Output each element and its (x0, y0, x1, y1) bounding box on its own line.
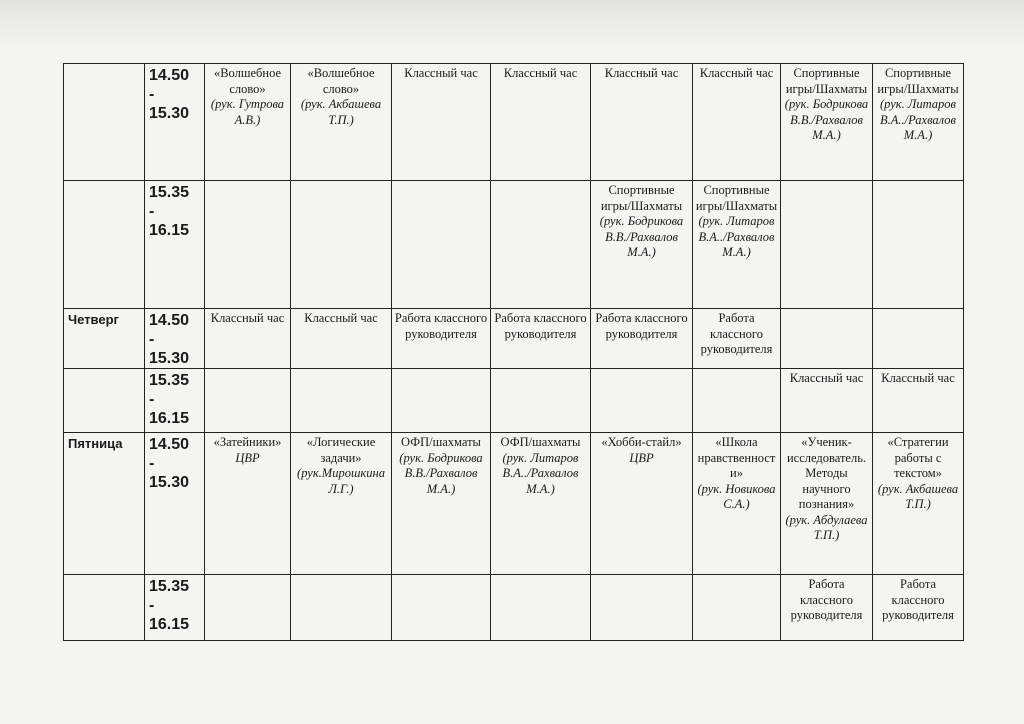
time-cell: 14.50 - 15.30 (145, 64, 205, 181)
activity-title: Спортивные игры/Шахматы (600, 183, 683, 213)
time-cell: 15.35 - 16.15 (145, 369, 205, 433)
activity-cell (591, 369, 693, 433)
activity-title: Классный час (210, 311, 285, 325)
activity-cell (291, 181, 392, 309)
time-cell: 14.50 - 15.30 (145, 433, 205, 575)
activity-cell (392, 369, 491, 433)
schedule-row (64, 369, 964, 433)
time-cell: 14.50 - 15.30 (145, 309, 205, 369)
activity-leader: (рук. Абдулаева Т.П.) (785, 512, 868, 542)
time-cell: 15.35 - 16.15 (145, 575, 205, 641)
activity-cell (392, 64, 491, 181)
schedule-table (63, 63, 964, 641)
activity-cell (491, 433, 591, 575)
activity-title: Классный час (604, 66, 679, 80)
activity-cell (591, 64, 693, 181)
activity-title: Спортивные игры/Шахматы (785, 66, 868, 96)
activity-title: Работа классного руководителя (790, 577, 863, 622)
activity-cell (491, 64, 591, 181)
activity-title: Классный час (404, 66, 478, 80)
activity-cell (392, 433, 491, 575)
activity-cell (205, 433, 291, 575)
activity-title: «Затейники» (213, 435, 282, 449)
activity-cell (693, 369, 781, 433)
activity-cell (291, 64, 392, 181)
activity-leader: (рук. Бодрикова В.В./Рахвалов М.А.) (399, 450, 483, 496)
activity-cell (781, 64, 873, 181)
activity-cell (591, 309, 693, 369)
day-cell (64, 64, 145, 181)
activity-leader: (рук. Новикова С.А.) (697, 481, 776, 511)
activity-cell (392, 575, 491, 641)
activity-leader: ЦВР (629, 450, 654, 465)
activity-title: Классный час (881, 371, 955, 385)
activity-cell (491, 181, 591, 309)
activity-cell (392, 181, 491, 309)
activity-title: «Школа нравственности» (697, 435, 776, 480)
activity-leader: (рук. Литаров В.А../Рахвалов М.А.) (502, 450, 579, 496)
activity-title: Классный час (304, 311, 378, 325)
day-cell: Пятница (64, 433, 145, 575)
activity-title: ОФП/шахматы (500, 435, 581, 449)
activity-title: Работа классного руководителя (595, 311, 688, 341)
activity-title: Классный час (699, 66, 774, 80)
activity-cell (873, 309, 964, 369)
scan-shadow (0, 0, 1024, 48)
activity-title: Спортивные игры/Шахматы (877, 66, 959, 96)
activity-cell (591, 575, 693, 641)
activity-leader: ЦВР (235, 450, 260, 465)
activity-leader: (рук. Акбашева Т.П.) (877, 481, 959, 511)
activity-cell (205, 64, 291, 181)
activity-cell (291, 369, 392, 433)
activity-cell (873, 64, 964, 181)
activity-leader: (рук. Литаров В.А../Рахвалов М.А.) (880, 97, 956, 142)
activity-title: Работа классного руководителя (394, 311, 488, 341)
activity-cell (291, 309, 392, 369)
time-cell: 15.35 - 16.15 (145, 181, 205, 309)
activity-title: Работа классного руководителя (494, 311, 587, 341)
activity-cell (491, 309, 591, 369)
activity-cell (873, 181, 964, 309)
schedule-row (64, 433, 964, 575)
activity-leader: (рук.Мирошкина Л.Г.) (297, 466, 385, 496)
activity-cell (291, 433, 392, 575)
activity-cell (781, 575, 873, 641)
activity-title: Работа классного руководителя (700, 311, 773, 356)
activity-cell (693, 433, 781, 575)
activity-cell (781, 369, 873, 433)
activity-title: Работа классного руководителя (882, 577, 954, 622)
activity-cell (491, 575, 591, 641)
activity-cell (205, 575, 291, 641)
activity-leader: (рук. Литаров В.А../Рахвалов М.А.) (698, 214, 775, 259)
activity-leader: (рук. Гутрова А.В.) (210, 97, 285, 127)
schedule-row (64, 575, 964, 641)
activity-cell (591, 181, 693, 309)
activity-title: «Логические задачи» (306, 435, 376, 465)
activity-cell (873, 369, 964, 433)
activity-cell (591, 433, 693, 575)
activity-cell (205, 309, 291, 369)
schedule-row (64, 64, 964, 181)
activity-leader: (рук. Бодрикова В.В./Рахвалов М.А.) (599, 214, 684, 259)
activity-cell (693, 575, 781, 641)
activity-title: «Стратегии работы с текстом» (887, 435, 949, 480)
activity-title: «Хобби-стайл» (601, 435, 682, 449)
activity-leader: (рук. Акбашева Т.П.) (300, 97, 382, 127)
activity-title: ОФП/шахматы (401, 435, 481, 449)
activity-cell (781, 433, 873, 575)
activity-cell (693, 64, 781, 181)
activity-title: Спортивные игры/Шахматы (695, 183, 778, 213)
activity-cell (693, 309, 781, 369)
activity-title: «Волшебное слово» (307, 66, 375, 96)
activity-cell (873, 575, 964, 641)
activity-leader: (рук. Бодрикова В.В./Рахвалов М.А.) (784, 97, 869, 142)
day-cell (64, 181, 145, 309)
activity-cell (693, 181, 781, 309)
activity-cell (781, 181, 873, 309)
day-cell (64, 575, 145, 641)
schedule-row (64, 309, 964, 369)
schedule-row (64, 181, 964, 309)
activity-title: «Волшебное слово» (213, 66, 282, 96)
activity-title: «Ученик-исследователь. Методы научного познания» (786, 435, 867, 511)
day-cell (64, 369, 145, 433)
activity-cell (392, 309, 491, 369)
activity-cell (291, 575, 392, 641)
day-cell: Четверг (64, 309, 145, 369)
activity-title: Классный час (789, 371, 864, 385)
activity-cell (491, 369, 591, 433)
activity-cell (781, 309, 873, 369)
activity-title: Классный час (503, 66, 578, 80)
activity-cell (205, 181, 291, 309)
activity-cell (873, 433, 964, 575)
activity-cell (205, 369, 291, 433)
